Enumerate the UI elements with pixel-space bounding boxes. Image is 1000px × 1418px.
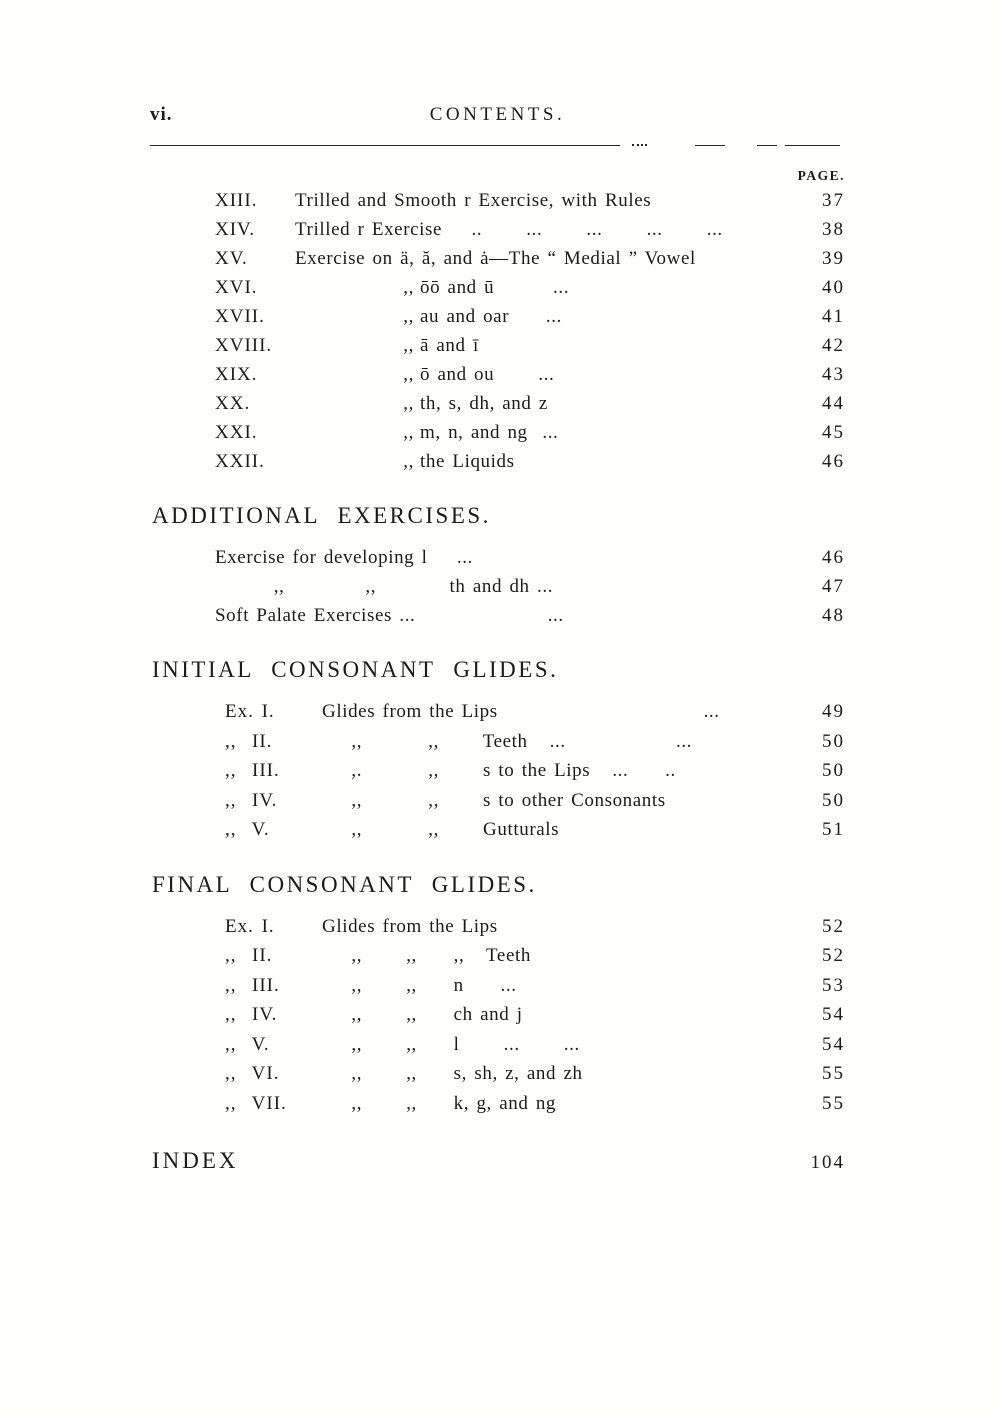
- entry-page-number: 46: [822, 451, 845, 472]
- toc-entry-row: [215, 331, 845, 360]
- section-heading: FINAL CONSONANT GLIDES.: [152, 871, 537, 897]
- index-heading: INDEX: [152, 1148, 239, 1173]
- toc-entry-row: [215, 418, 845, 447]
- entry-page-number: 50: [822, 789, 845, 811]
- entry-title: ō and ou ...: [420, 364, 555, 385]
- entry-title: m, n, and ng ...: [420, 422, 559, 443]
- entry-title: ,, ,, Gutturals: [322, 819, 560, 840]
- ditto-mark: ,,: [403, 306, 414, 327]
- entry-page-number: 41: [822, 306, 845, 327]
- entry-numeral: XIX.: [215, 364, 258, 385]
- entry-title: Soft Palate Exercises ... ...: [215, 605, 564, 626]
- entry-numeral: ,, III.: [225, 974, 280, 996]
- toc-sections: [150, 503, 845, 1118]
- entry-numeral: Ex. I.: [225, 701, 275, 722]
- glide-entry-row: [225, 1000, 845, 1030]
- glide-entry-row: [225, 697, 845, 727]
- glide-entry-row: [225, 941, 845, 971]
- toc-entry-row: [215, 447, 845, 476]
- entry-title: Trilled r Exercise .. ... ... ... ...: [295, 219, 723, 240]
- entry-title: ōō and ū ...: [420, 277, 570, 298]
- entry-title: ,, ,, th and dh ...: [215, 576, 554, 597]
- ditto-mark: ,,: [403, 422, 414, 443]
- entry-title: ,, ,, ch and j: [322, 1004, 523, 1025]
- section-heading: INITIAL CONSONANT GLIDES.: [152, 657, 559, 682]
- exercise-row: [215, 601, 845, 630]
- entry-title: au and oar ...: [420, 306, 562, 327]
- entry-numeral: XXII.: [215, 451, 265, 472]
- entry-numeral: ,, II.: [225, 945, 273, 966]
- entry-title: Exercise on ä, ă, and ȧ—The “ Medial ” Vowel: [295, 248, 696, 269]
- entry-page-number: 37: [822, 190, 845, 211]
- entry-numeral: ,, II.: [225, 730, 273, 752]
- entry-page-number: 44: [822, 393, 845, 414]
- entry-numeral: ,, III.: [225, 760, 280, 781]
- glide-entry-row: [225, 971, 845, 1001]
- section-heading: ADDITIONAL EXERCISES.: [152, 503, 491, 528]
- rule-dots: [632, 144, 647, 146]
- glide-entry-row: [225, 912, 845, 942]
- entry-title: ,, ,, s to other Consonants: [322, 789, 666, 811]
- entry-numeral: XIV.: [215, 219, 256, 240]
- rule-segment: [695, 145, 725, 146]
- entry-numeral: ,, IV.: [225, 1004, 278, 1025]
- page-column-label: PAGE.: [797, 168, 845, 183]
- glide-entry-row: [225, 786, 845, 816]
- entry-numeral: XXI.: [215, 422, 258, 443]
- entry-title: Exercise for developing l ...: [215, 547, 473, 568]
- rule-segment: [785, 145, 840, 146]
- toc-entry-row: [215, 302, 845, 331]
- entry-title: the Liquids: [420, 451, 515, 472]
- ditto-mark: ,,: [403, 277, 414, 298]
- entry-title: Trilled and Smooth r Exercise, with Rules: [295, 190, 652, 211]
- entry-title: ,, ,, ,, Teeth: [322, 945, 531, 966]
- entry-numeral: ,, VII.: [225, 1092, 287, 1114]
- entry-page-number: 42: [822, 335, 845, 356]
- entry-title: th, s, dh, and z: [420, 393, 548, 414]
- toc-section: [150, 872, 845, 1119]
- entry-title: ,, ,, n ...: [322, 974, 517, 996]
- entry-page-number: 43: [822, 364, 845, 385]
- rule-segment: [757, 145, 777, 146]
- exercise-row: [215, 543, 845, 572]
- ditto-mark: ,,: [403, 393, 414, 414]
- toc-entry-row: [215, 360, 845, 389]
- entry-numeral: ,, IV.: [225, 789, 278, 811]
- ditto-mark: ,,: [403, 335, 414, 356]
- exercise-row: [215, 572, 845, 601]
- entry-page-number: 51: [822, 819, 845, 840]
- entry-numeral: XVI.: [215, 277, 258, 298]
- entry-page-number: 52: [822, 915, 845, 937]
- page-title: CONTENTS.: [429, 104, 566, 125]
- page-header: [150, 104, 845, 126]
- entry-numeral: ,, V.: [225, 819, 270, 840]
- ditto-mark: ,,: [403, 451, 414, 472]
- header-rule: [150, 142, 845, 148]
- entry-page-number: 39: [822, 248, 845, 269]
- entry-page-number: 50: [822, 760, 845, 781]
- toc-entry-row: [215, 273, 845, 302]
- entry-page-number: 54: [822, 1033, 845, 1055]
- toc-entry-row: [215, 186, 845, 215]
- index-row: [150, 1148, 845, 1174]
- entry-page-number: 52: [822, 945, 845, 966]
- entry-page-number: 53: [822, 974, 845, 996]
- toc-entry-row: [215, 389, 845, 418]
- entry-numeral: ,, VI.: [225, 1063, 280, 1084]
- entry-numeral: XV.: [215, 248, 248, 269]
- entry-page-number: 40: [822, 277, 845, 298]
- entry-title: Glides from the Lips: [322, 915, 498, 937]
- glide-entry-row: [225, 756, 845, 786]
- page-content: [150, 104, 845, 1174]
- entry-numeral: ,, V.: [225, 1033, 270, 1055]
- glide-entry-row: [225, 727, 845, 757]
- entry-page-number: 50: [822, 730, 845, 752]
- entry-page-number: 55: [822, 1092, 845, 1114]
- toc-main-list: [150, 186, 845, 476]
- toc-section: [150, 657, 845, 845]
- entry-title: ,, ,, s, sh, z, and zh: [322, 1063, 583, 1084]
- entry-page-number: 49: [822, 701, 845, 722]
- entry-numeral: Ex. I.: [225, 915, 275, 937]
- toc-entry-row: [215, 244, 845, 273]
- entry-page-number: 45: [822, 422, 845, 443]
- toc-section: [150, 503, 845, 630]
- glide-entry-row: [225, 1030, 845, 1060]
- glide-entry-row: [225, 1089, 845, 1119]
- entry-numeral: XVIII.: [215, 335, 273, 356]
- entry-title: ,. ,, s to the Lips ... ..: [322, 760, 676, 781]
- entry-title: ā and ī: [420, 335, 479, 356]
- entry-page-number: 38: [822, 219, 845, 240]
- entry-page-number: 48: [822, 605, 845, 626]
- entry-page-number: 46: [822, 547, 845, 568]
- entry-title: ,, ,, l ... ...: [322, 1033, 580, 1055]
- entry-page-number: 47: [822, 576, 845, 597]
- glide-entry-row: [225, 815, 845, 845]
- entry-title: ,, ,, Teeth ... ...: [322, 730, 693, 752]
- ditto-mark: ,,: [403, 364, 414, 385]
- entry-numeral: XX.: [215, 393, 251, 414]
- rule-segment: [150, 145, 620, 146]
- glide-entry-row: [225, 1059, 845, 1089]
- toc-entry-row: [215, 215, 845, 244]
- entry-page-number: 54: [822, 1004, 845, 1025]
- entry-page-number: 55: [822, 1063, 845, 1084]
- entry-numeral: XVII.: [215, 306, 265, 327]
- index-page-number: 104: [810, 1152, 845, 1173]
- folio-number: vi.: [150, 104, 173, 125]
- entry-title: Glides from the Lips ...: [322, 701, 720, 722]
- entry-title: ,, ,, k, g, and ng: [322, 1092, 557, 1114]
- entry-numeral: XIII.: [215, 190, 258, 211]
